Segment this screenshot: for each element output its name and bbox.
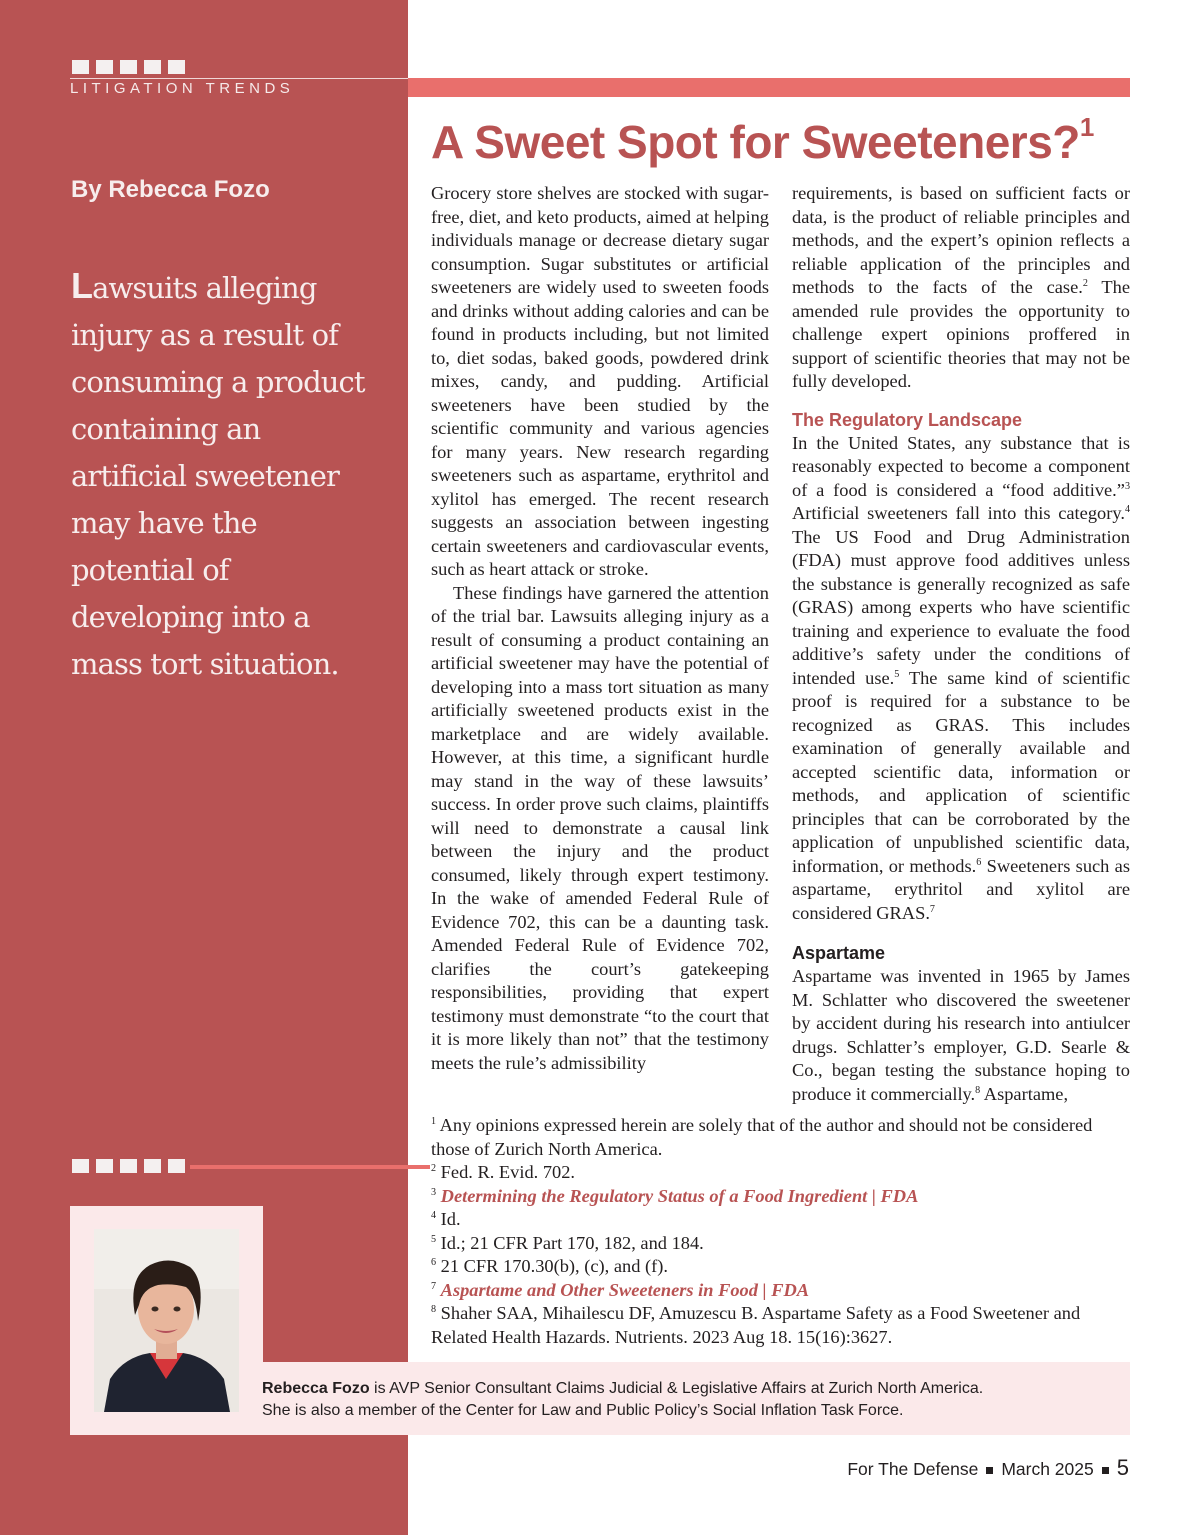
footnote-4: $^4$ Id. bbox=[431, 1209, 461, 1229]
article-column-left bbox=[431, 182, 769, 1075]
author-photo bbox=[94, 1229, 239, 1412]
decorative-squares-bottom bbox=[72, 1159, 185, 1173]
page-footer bbox=[847, 1455, 1129, 1481]
byline: By Rebecca Fozo bbox=[71, 176, 270, 203]
page-number: 5 bbox=[1116, 1455, 1129, 1480]
footnote-7: $^7$ Aspartame and Other Sweeteners in Food | FDA bbox=[431, 1279, 810, 1300]
publication-name: For The Defense bbox=[847, 1459, 979, 1479]
article-column-right bbox=[792, 182, 1130, 1106]
decorative-squares-top bbox=[72, 60, 185, 74]
paragraph-aspartame: Aspartame was invented in 1965 by James M. Schlatter who discovered the sweetener by accident during his research into antiulcer drugs. Schlatter’s employer, G.D. Searle & Co., began testing the substance hoping to produce it commercially.$^8$ Aspartame, bbox=[792, 966, 1130, 1104]
pull-quote: Lawsuits alleging injury as a result of consuming a product containing an artificial sweetener may have the potential of developing into a mass tort situation. bbox=[71, 265, 365, 681]
fda-sweeteners-link[interactable]: Aspartame and Other Sweeteners in Food | FDA bbox=[440, 1279, 810, 1300]
footnote-ref: 8 bbox=[975, 1084, 981, 1096]
footnote-ref: 4 bbox=[1124, 503, 1130, 515]
subhead-regulatory-landscape: The Regulatory Landscape bbox=[792, 409, 1023, 430]
header-accent-bar bbox=[408, 78, 1130, 97]
issue-date: March 2025 bbox=[1001, 1459, 1094, 1479]
footnote-ref: 3 bbox=[1124, 480, 1130, 492]
footnote-5: $^5$ Id.; 21 CFR Part 170, 182, and 184. bbox=[431, 1232, 704, 1253]
footnote-ref: 6 bbox=[976, 856, 982, 868]
footnote-ref: 5 bbox=[894, 668, 900, 680]
pull-quote-initial: L bbox=[71, 265, 93, 306]
author-name: Rebecca Fozo bbox=[262, 1380, 370, 1397]
title-footnote-ref[interactable]: 1 bbox=[1079, 111, 1094, 142]
paragraph-trial-bar: These findings have garnered the attention of the trial bar. Lawsuits alleging injury as a result of consuming a product containing an artificial sweetener may have the potential of developing into a mass tort situation as many artificially sweetened products exist in the marketplace and are widely available. However, at this time, a significant hurdle may stand in the way of these lawsuits’ success. In order prove such claims, plaintiffs will need to demonstrate a causal link between the injury and the product consumed, likely through expert testimony. In the wake of amended Federal Rule of Evidence 702, this can be a daunting task. Amended Federal Rule of Evidence 702, clarifies the court’s gatekeeping responsibilities, providing that expert testimony must demonstrate “to the court that it is more likely than not” that the testimony meets the rule’s admissibility bbox=[431, 582, 769, 1073]
author-bio: Rebecca Fozo is AVP Senior Consultant Claims Judicial & Legislative Affairs at Zurich North America. She is also a member of the Center for Law and Public Policy’s Social Inflation Task Force. bbox=[262, 1380, 984, 1419]
paragraph-rule-702: requirements, is based on sufficient facts or data, is the product of reliable principles and methods, and the expert’s opinion reflects a reliable application of the principles and methods to the facts of the case.$^2$ The amended rule provides the opportunity to challenge expert opinions proffered in support of scientific theories that may not be fully developed. bbox=[792, 183, 1130, 391]
section-label: LITIGATION TRENDS bbox=[70, 78, 408, 98]
footnote-ref: 2 bbox=[1082, 277, 1088, 289]
decorative-rule bbox=[190, 1165, 430, 1169]
footnote-8: $^8$ Shaher SAA, Mihailescu DF, Amuzescu B. Aspartame Safety as a Food Sweetener and Related Health Hazards. Nutrients. 2023 Aug 18. 15(16):3627. bbox=[431, 1303, 1081, 1347]
article-title: A Sweet Spot for Sweeteners?$^1$ bbox=[431, 111, 1094, 168]
footnote-2: $^2$ Fed. R. Evid. 702. bbox=[431, 1162, 576, 1182]
fda-regulatory-status-link[interactable]: Determining the Regulatory Status of a Food Ingredient | FDA bbox=[440, 1185, 919, 1206]
subhead-aspartame: Aspartame bbox=[792, 943, 886, 963]
footnote-6: $^6$ 21 CFR 170.30(b), (c), and (f). bbox=[431, 1256, 668, 1276]
paragraph-regulatory: In the United States, any substance that is reasonably expected to become a component of a food is considered a “food additive.”$^3$ Artificial sweeteners fall into this category.$^4$ The US Food and Drug Administration (FDA) must approve food additives unless the substance is generally recognized as safe (GRAS) among experts who have scientific training and experience to evaluate the food additive’s safety under the conditions of intended use.$^5$ The same kind of scientific proof is required for a substance to be recognized as GRAS. This includes examination of generally available and accepted scientific data, information or methods, and application of scientific principles that can be corroborated by the application of unpublished scientific data, information, or methods.$^6$ Sweeteners such as aspartame, erythritol and xylitol are considered GRAS.$^7$ bbox=[792, 432, 1130, 923]
footnote-1: $^1$ Any opinions expressed herein are solely that of the author and should not be considered those of Zurich North America. bbox=[431, 1115, 1093, 1159]
footnote-3: $^3$ Determining the Regulatory Status of a Food Ingredient | FDA bbox=[431, 1185, 919, 1206]
paragraph-intro: Grocery store shelves are stocked with sugar-free, diet, and keto products, aimed at helping individuals manage or decrease dietary sugar consumption. Sugar substitutes or artificial sweeteners are widely used to sweeten foods and drinks without adding calories and can be found in products including, but not limited to, diet sodas, baked goods, powdered drink mixes, candy, and pudding. Artificial sweeteners have been studied by the scientific community and various agencies for many years. New research regarding sweeteners such as aspartame, erythritol and xylitol has emerged. The recent research suggests an association between ingesting certain sweeteners and cardiovascular events, such as heart attack or stroke. bbox=[431, 183, 769, 579]
footnote-ref: 7 bbox=[929, 903, 935, 915]
